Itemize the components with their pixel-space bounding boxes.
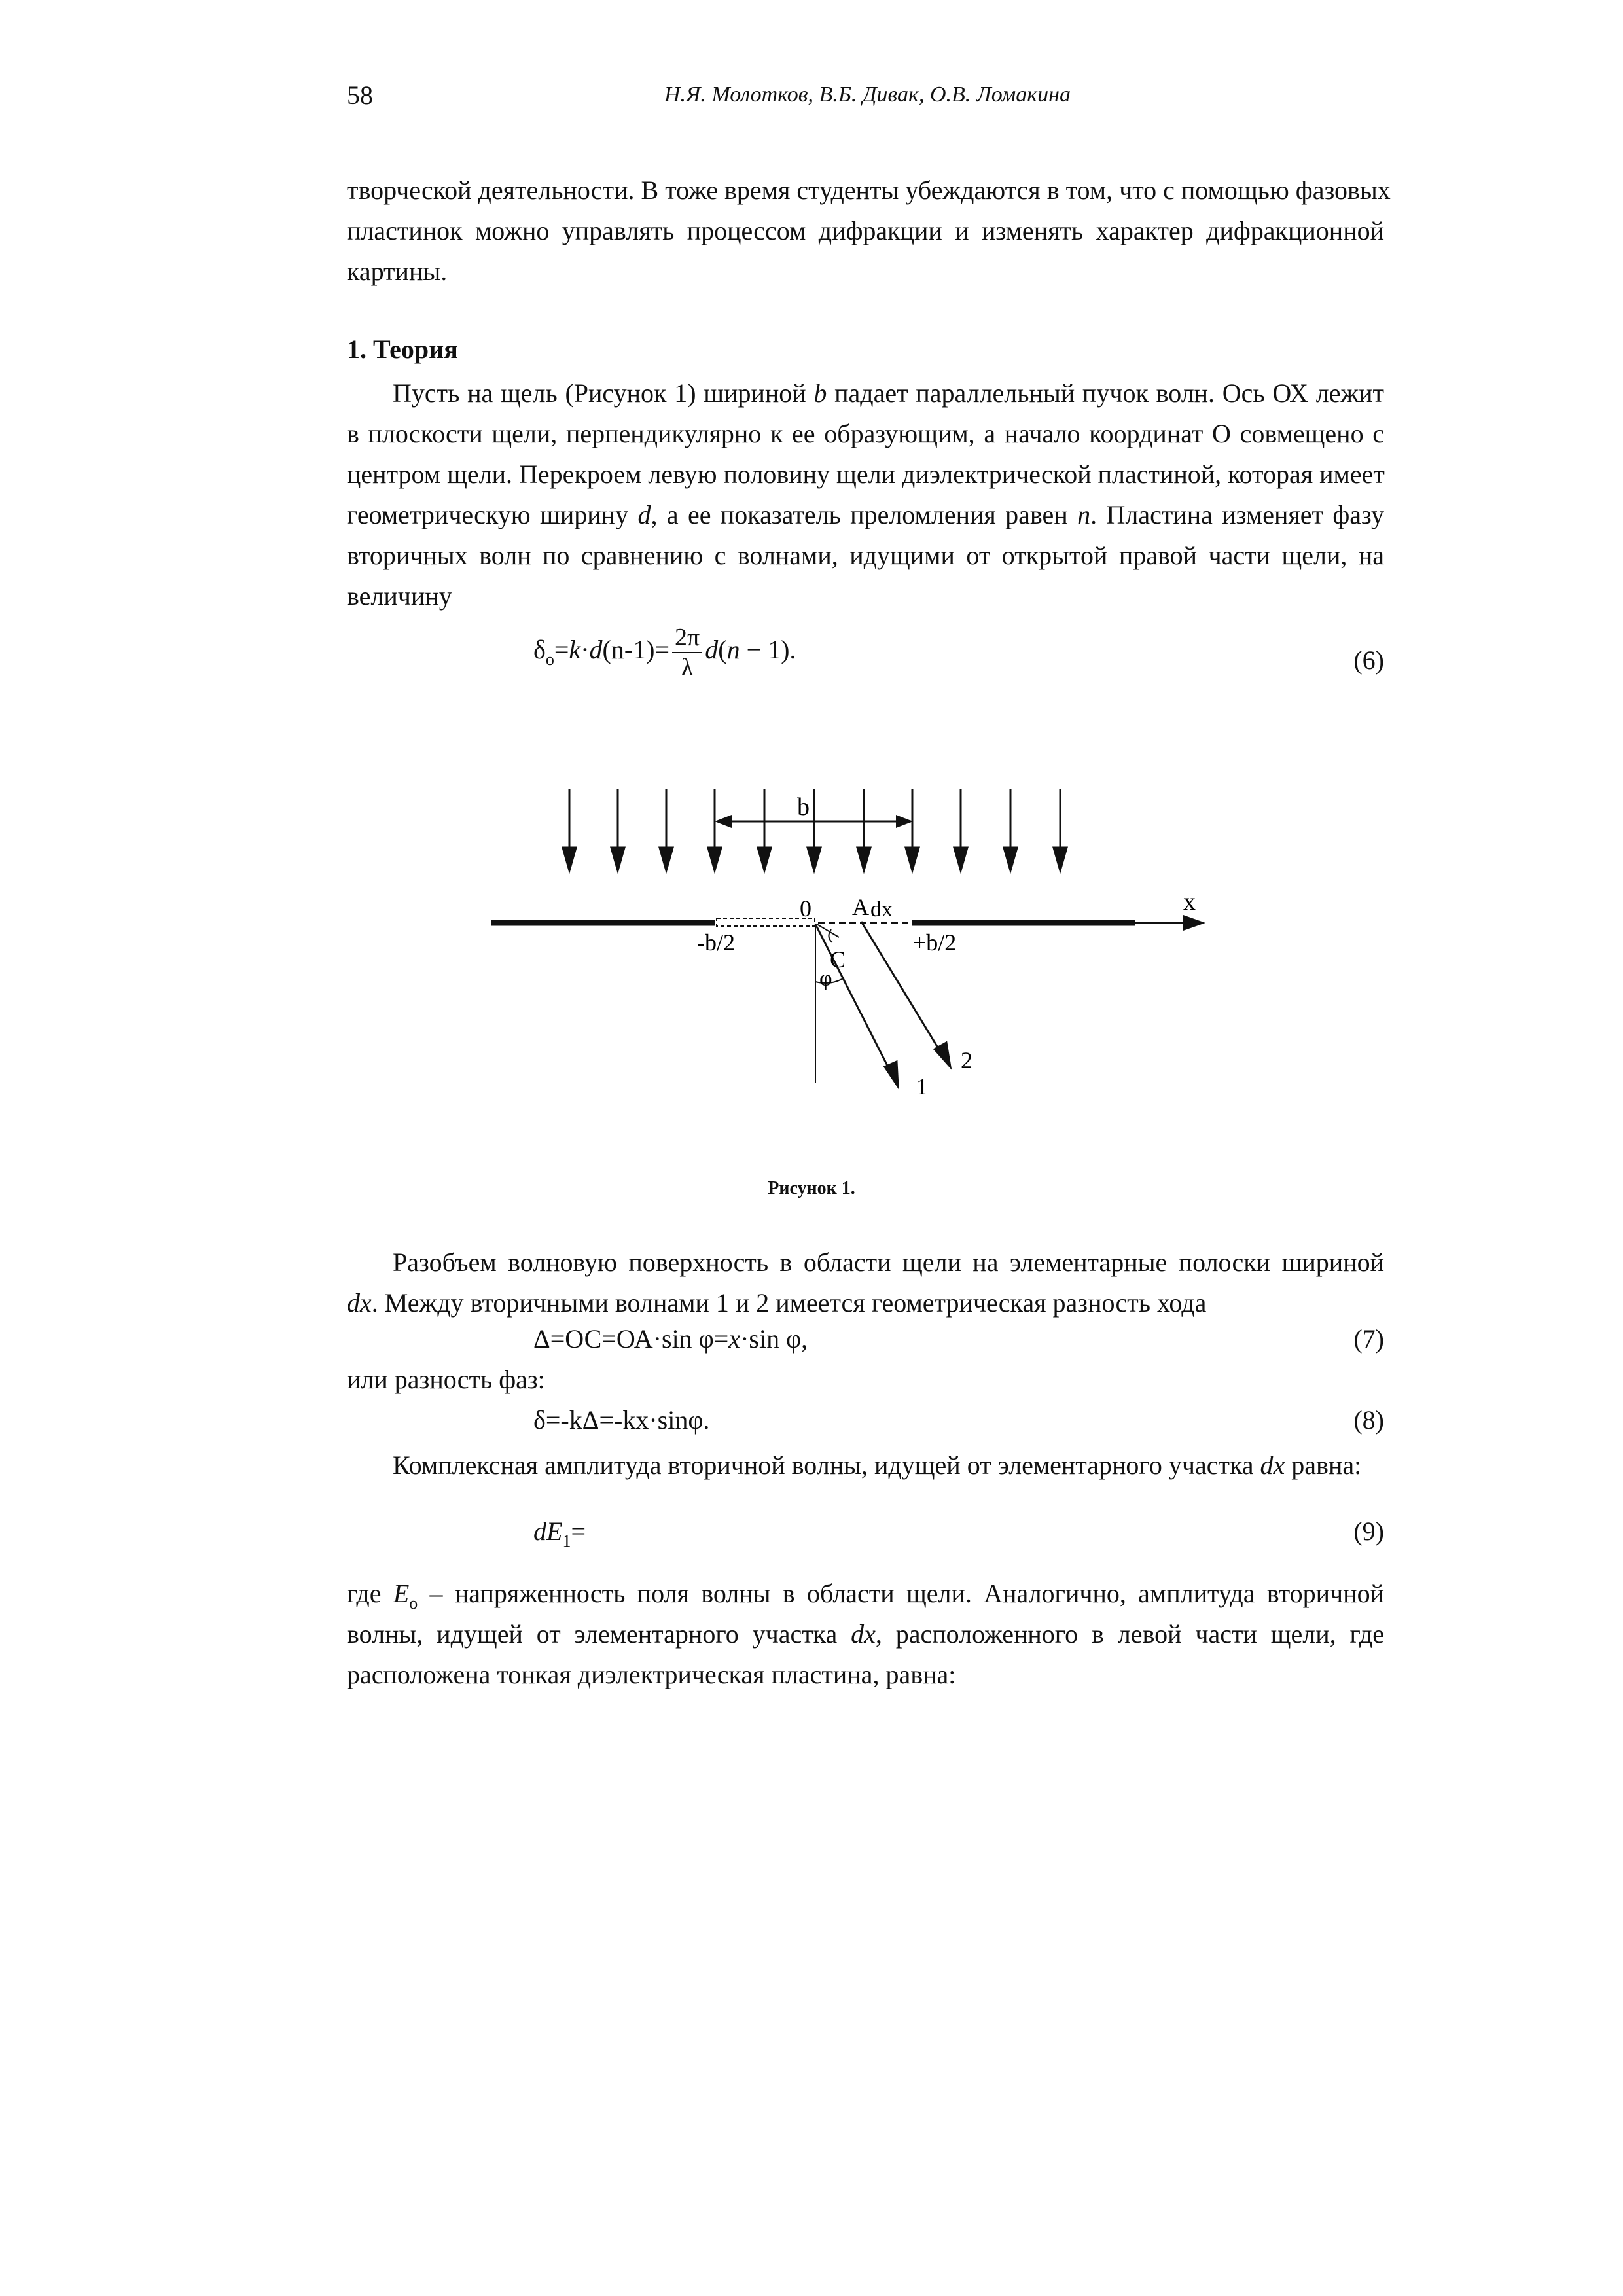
label-dx: dx <box>870 897 893 922</box>
running-header-authors: Н.Я. Молотков, В.Б. Дивак, О.В. Ломакина <box>664 82 1071 107</box>
text-line: волны, идущей от элементарного участка dx, расположенного в левой части щели, где <box>347 1619 1385 1649</box>
fraction-2pi-over-lambda: $\frac{2\pi}{\lambda}$ <box>672 623 702 682</box>
incident-rays <box>563 789 1067 870</box>
equation-number-9: (9) <box>1353 1516 1384 1546</box>
label-x-axis: x <box>1183 888 1196 916</box>
text-line: пластинок можно управлять процессом дифракции и изменять характер дифракционной <box>347 216 1384 245</box>
equation-6: $\delta_о=k\cdot d(n-1)=$ $\frac{2\pi}{\lambda}$ d(n − 1). <box>533 624 796 681</box>
text-line: картины. <box>347 257 448 286</box>
paragraph-field-strength <box>347 1573 1384 1695</box>
text-phase-difference: или разность фаз: <box>347 1365 545 1394</box>
text-line: в плоскости щели, перпендикулярно к ее образующим, а начало координат О совмещено с <box>347 419 1384 448</box>
label-C: C <box>830 946 846 973</box>
text-line: центром щели. Перекроем левую половину щели диэлектрической пластиной, которая имеет <box>347 459 1385 489</box>
paragraph-strips <box>347 1242 1384 1323</box>
label-phi: φ <box>819 967 832 991</box>
figure-caption: Рисунок 1. <box>768 1178 855 1198</box>
text-line: где $E_о$ – напряженность поля волны в области щели. Аналогично, амплитуда вторичной <box>347 1579 1384 1613</box>
text-line: Пусть на щель (Рисунок 1) шириной b падает параллельный пучок волн. Ось ОХ лежит <box>393 378 1384 408</box>
label-minus-b-half: -b/2 <box>697 929 735 956</box>
label-A: A <box>852 894 869 920</box>
figure-slit-diffraction <box>0 772 1623 1139</box>
text-line: творческой деятельности. В тоже время студенты убеждаются в том, что с помощью фазовых <box>347 175 1391 205</box>
section-heading: 1. Теория <box>347 334 458 364</box>
equation-9: $dE_1=$ <box>533 1516 586 1551</box>
text-line: dx. Между вторичными волнами 1 и 2 имеется геометрическая разность хода <box>347 1288 1207 1318</box>
text-line: расположена тонкая диэлектрическая пластина, равна: <box>347 1660 956 1689</box>
equation-8: δ=-kΔ=-kx·sinφ. <box>533 1405 710 1435</box>
paragraph-complex-amplitude <box>347 1445 1384 1486</box>
page-number: 58 <box>347 81 373 110</box>
text-line: Разобъем волновую поверхность в области щели на элементарные полоски шириной <box>393 1247 1384 1277</box>
label-ray-1: 1 <box>916 1073 928 1100</box>
slit-screen <box>491 915 1205 931</box>
label-origin: 0 <box>800 895 812 922</box>
text-line: величину <box>347 581 452 611</box>
theory-paragraph <box>347 373 1384 617</box>
text-line: геометрическую ширину d, а ее показатель преломления равен n. Пластина изменяет фазу <box>347 500 1385 529</box>
intro-paragraph <box>347 170 1391 292</box>
label-ray-2: 2 <box>961 1047 972 1073</box>
label-b: b <box>797 793 810 821</box>
equation-7: Δ=ОС=ОА·sin φ=x·sin φ, <box>533 1324 808 1354</box>
equation-number-6: (6) <box>1353 645 1384 675</box>
label-plus-b-half: +b/2 <box>913 929 957 956</box>
equation-number-7: (7) <box>1353 1324 1384 1354</box>
equation-number-8: (8) <box>1353 1405 1384 1435</box>
text-line: Комплексная амплитуда вторичной волны, идущей от элементарного участка dx равна: <box>393 1450 1362 1480</box>
text-line: вторичных волн по сравнению с волнами, идущими от открытой правой части щели, на <box>347 541 1384 570</box>
